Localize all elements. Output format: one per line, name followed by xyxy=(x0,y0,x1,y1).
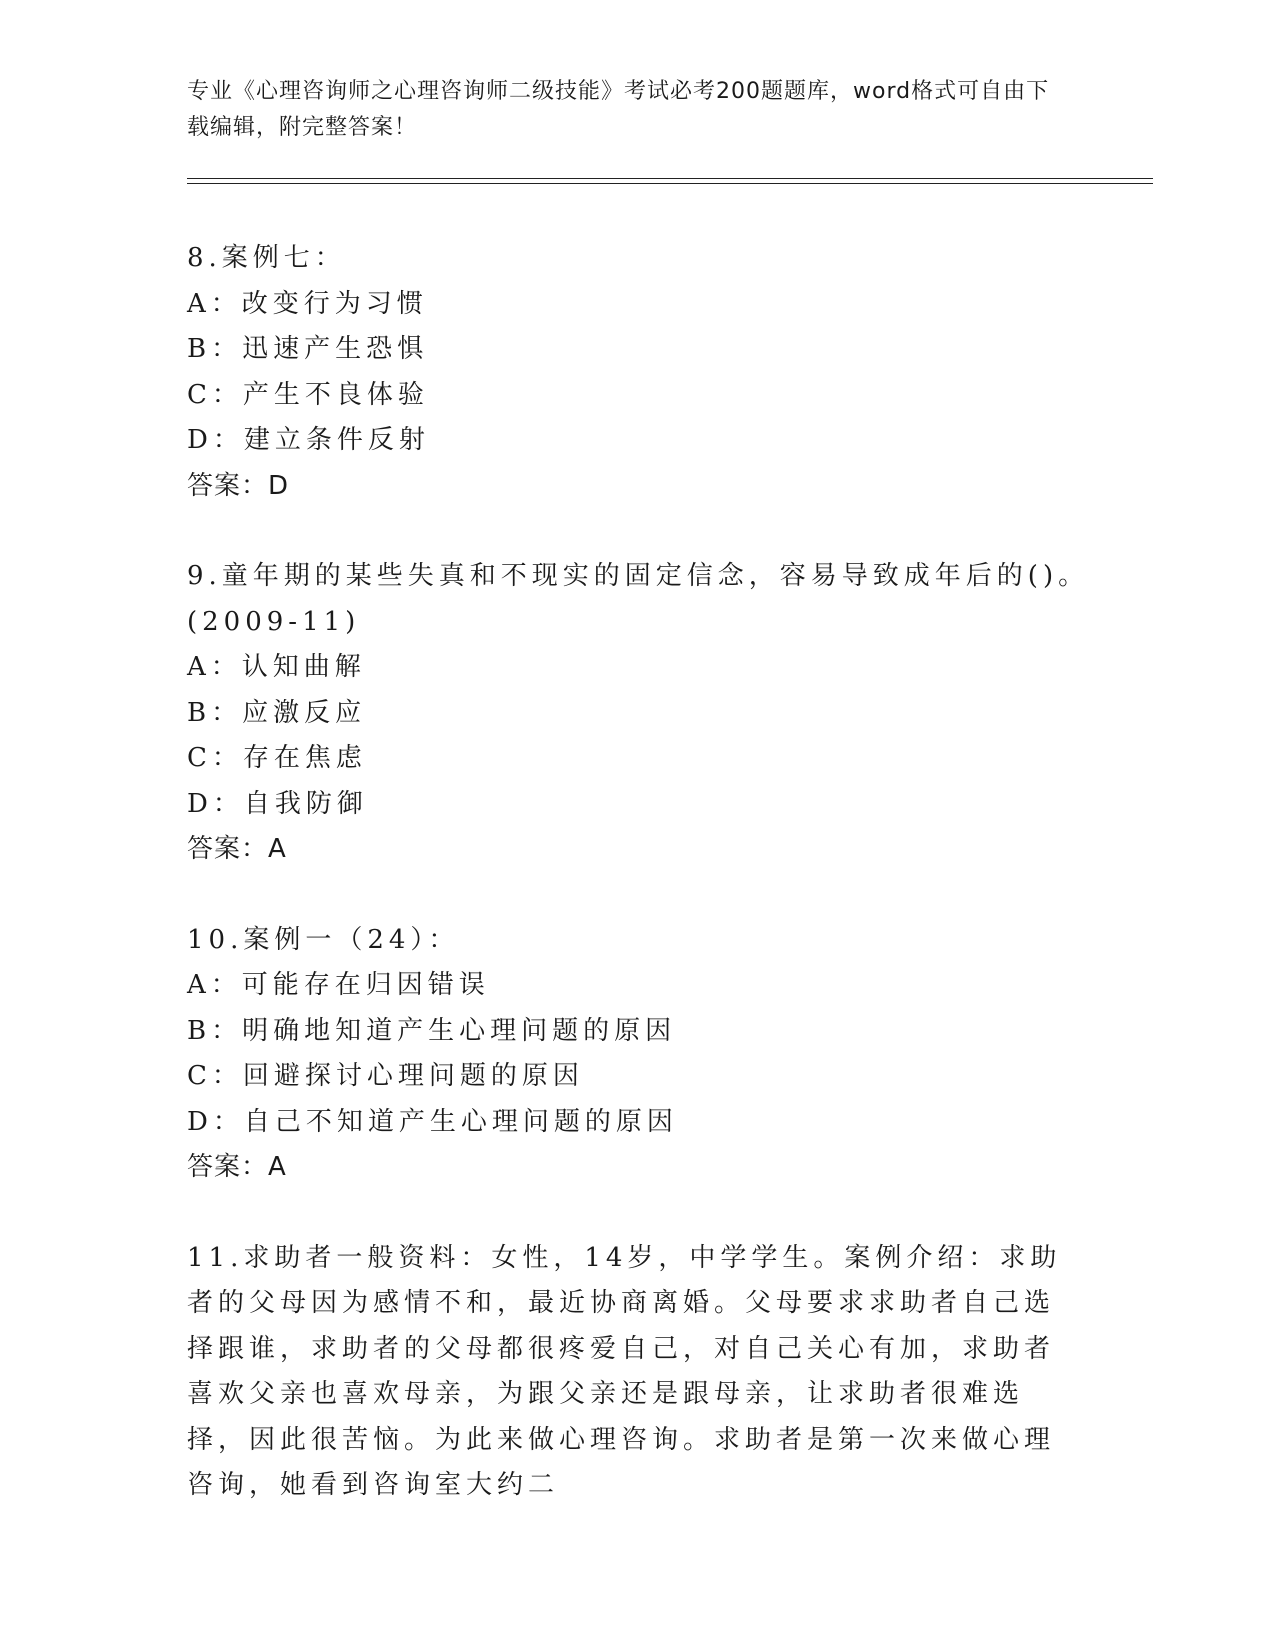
option-b: B：应激反应 xyxy=(187,697,367,728)
question-8 xyxy=(187,236,1087,509)
option-a: A：改变行为习惯 xyxy=(187,288,428,319)
option-b: B：明确地知道产生心理问题的原因 xyxy=(187,1015,677,1046)
question-stem-extra: (2009-11) xyxy=(187,606,361,637)
question-list xyxy=(187,236,1090,1554)
question-stem: 9.童年期的某些失真和不现实的固定信念，容易导致成年后的()。 xyxy=(187,561,1090,591)
option-d: D：建立条件反射 xyxy=(187,425,430,455)
question-10 xyxy=(187,918,1087,1191)
option-d: D：自己不知道产生心理问题的原因 xyxy=(187,1106,678,1137)
question-9 xyxy=(187,554,1090,873)
option-d: D：自我防御 xyxy=(187,788,368,819)
answer-line: 答案：A xyxy=(187,834,287,864)
question-11 xyxy=(187,1236,1087,1509)
option-a: A：可能存在归因错误 xyxy=(187,970,490,1000)
option-a: A：认知曲解 xyxy=(187,652,366,682)
answer-line: 答案：D xyxy=(187,470,290,501)
option-b: B：迅速产生恐惧 xyxy=(187,334,429,364)
option-c: C：回避探讨心理问题的原因 xyxy=(187,1061,584,1091)
question-stem: 11.求助者一般资料：女性，14岁，中学学生。案例介绍：求助者的父母因为感情不和，最近协商离婚。父母要求求助者自己选择跟谁，求助者的父母都很疼爱自己，对自己关心有加，求助者喜欢父亲也喜欢母亲，为跟父亲还是跟母亲，让求助者很难选择，因此很苦恼。为此来做心理咨询。求助者是第一次来做心理咨询，她看到咨询室大约二 xyxy=(187,1242,1062,1500)
question-stem: 10.案例一（24）： xyxy=(187,924,460,955)
document-page xyxy=(187,0,1147,1650)
option-c: C：存在焦虑 xyxy=(187,743,367,773)
document-header: 专业《心理咨询师之心理咨询师二级技能》考试必考200题题库，word格式可自由下载编辑，附完整答案！ xyxy=(187,79,1050,140)
option-c: C：产生不良体验 xyxy=(187,379,429,410)
header-divider xyxy=(187,178,1153,184)
answer-line: 答案：A xyxy=(187,1152,287,1182)
question-stem: 8.案例七： xyxy=(187,243,346,273)
